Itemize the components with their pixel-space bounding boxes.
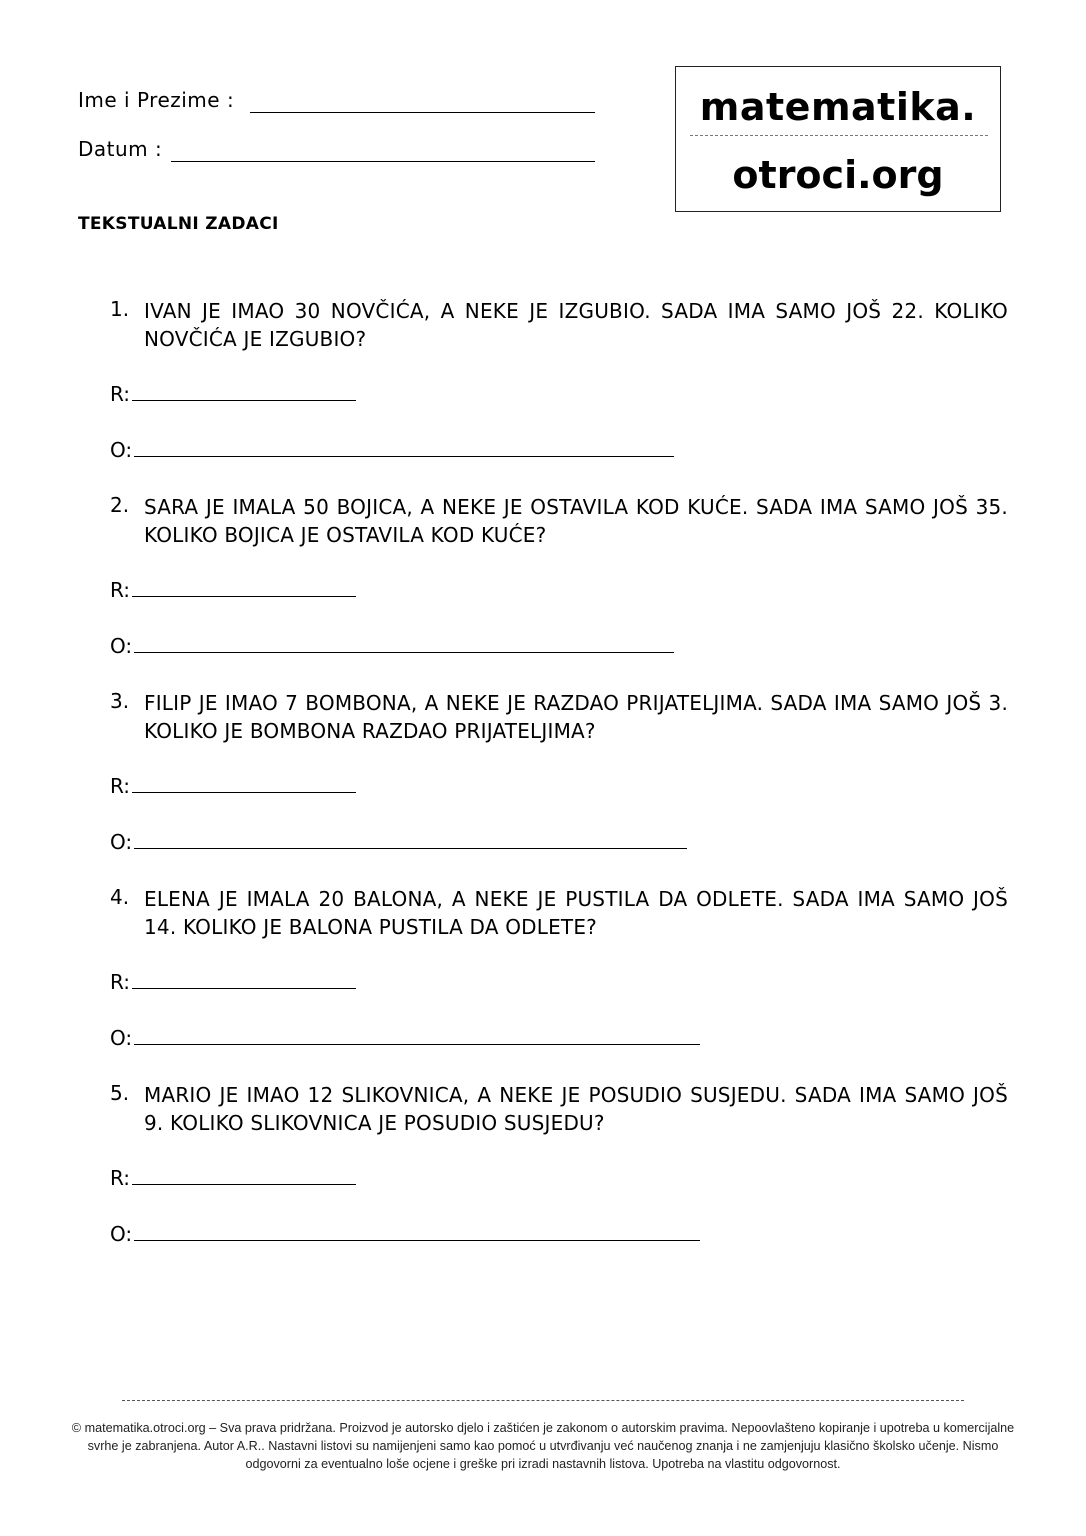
answer-line[interactable] <box>134 438 674 457</box>
task-5-calculation[interactable] <box>110 1166 356 1190</box>
task-number: 5. <box>110 1081 130 1105</box>
logo-line-2: otroci.org <box>732 153 944 197</box>
calculation-label: R: <box>110 970 131 994</box>
task-2-answer[interactable] <box>110 634 674 658</box>
task-5-answer[interactable] <box>110 1222 700 1246</box>
calculation-label: R: <box>110 578 131 602</box>
calculation-line[interactable] <box>132 774 356 793</box>
date-label: Datum : <box>78 137 163 161</box>
answer-line[interactable] <box>134 634 674 653</box>
task-question: IVAN JE IMAO 30 NOVČIĆA, A NEKE JE IZGUBIO. SADA IMA SAMO JOŠ 22. KOLIKO NOVČIĆA JE IZGUBIO? <box>144 299 1008 351</box>
calculation-line[interactable] <box>132 382 356 401</box>
answer-line[interactable] <box>134 830 687 849</box>
answer-line[interactable] <box>134 1026 700 1045</box>
logo-divider <box>690 135 988 136</box>
answer-label: O: <box>110 1026 133 1050</box>
calculation-line[interactable] <box>132 1166 356 1185</box>
calculation-label: R: <box>110 774 131 798</box>
answer-label: O: <box>110 1222 133 1246</box>
calculation-line[interactable] <box>132 578 356 597</box>
answer-label: O: <box>110 438 133 462</box>
task-4-answer[interactable] <box>110 1026 700 1050</box>
calculation-label: R: <box>110 382 131 406</box>
answer-label: O: <box>110 634 133 658</box>
copyright-footer: © matematika.otroci.org – Sva prava pridržana. Proizvod je autorsko djelo i zaštićen je zakonom o autorskim pravima. Nepoovlašteno kopiranje i upotreba u komercijalne svrhe je zabranjena. Autor A.R.. Nastavni listovi su namijenjeni samo kao pomoć u utvrđivanju već naučenog znanja i ne zamjenjuju klasično školsko učenje. Nismo odgovorni za eventualno loše ocjene i greške pri izradi nastavnih listova. Upotreba na vlastitu odgovornost. <box>71 1421 1015 1471</box>
task-question: FILIP JE IMAO 7 BOMBONA, A NEKE JE RAZDAO PRIJATELJIMA. SADA IMA SAMO JOŠ 3. KOLIKO JE BOMBONA RAZDAO PRIJATELJIMA? <box>144 691 1008 743</box>
task-3-answer[interactable] <box>110 830 687 854</box>
date-field[interactable] <box>78 137 162 161</box>
task-number: 4. <box>110 885 130 909</box>
calculation-line[interactable] <box>132 970 356 989</box>
name-field[interactable] <box>78 88 234 112</box>
task-4-calculation[interactable] <box>110 970 356 994</box>
name-label: Ime i Prezime : <box>78 88 235 112</box>
task-2-calculation[interactable] <box>110 578 356 602</box>
answer-label: O: <box>110 830 133 854</box>
calculation-label: R: <box>110 1166 131 1190</box>
logo-line-1: matematika. <box>699 85 977 129</box>
section-title: TEKSTUALNI ZADACI <box>78 214 279 234</box>
task-question: ELENA JE IMALA 20 BALONA, A NEKE JE PUSTILA DA ODLETE. SADA IMA SAMO JOŠ 14. KOLIKO JE BALONA PUSTILA DA ODLETE? <box>144 887 1008 939</box>
name-line[interactable] <box>250 112 595 113</box>
site-logo <box>675 66 1001 212</box>
footer-divider <box>122 1400 964 1401</box>
task-1-answer[interactable] <box>110 438 674 462</box>
task-number: 1. <box>110 297 130 321</box>
task-number: 3. <box>110 689 130 713</box>
task-question: SARA JE IMALA 50 BOJICA, A NEKE JE OSTAVILA KOD KUĆE. SADA IMA SAMO JOŠ 35. KOLIKO BOJICA JE OSTAVILA KOD KUĆE? <box>144 495 1008 547</box>
date-line[interactable] <box>171 161 595 162</box>
task-number: 2. <box>110 493 130 517</box>
task-question: MARIO JE IMAO 12 SLIKOVNICA, A NEKE JE POSUDIO SUSJEDU. SADA IMA SAMO JOŠ 9. KOLIKO SLIKOVNICA JE POSUDIO SUSJEDU? <box>144 1083 1008 1135</box>
task-1-calculation[interactable] <box>110 382 356 406</box>
task-3-calculation[interactable] <box>110 774 356 798</box>
answer-line[interactable] <box>134 1222 700 1241</box>
